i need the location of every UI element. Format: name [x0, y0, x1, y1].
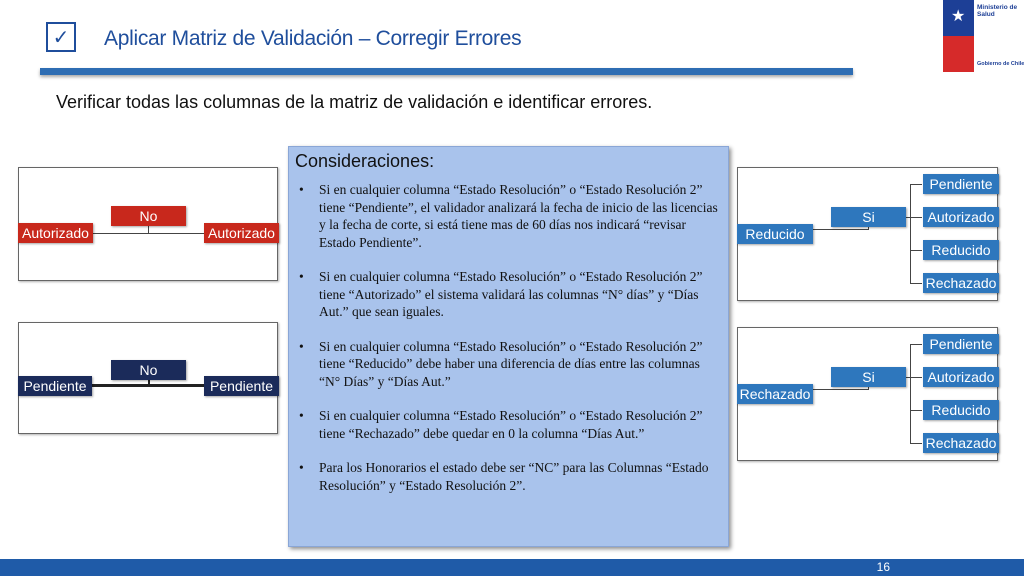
node-option-pendiente: Pendiente — [923, 174, 999, 194]
diagram-reducido — [737, 167, 998, 301]
diagram-rechazado — [737, 327, 998, 461]
node-autorizado-right: Autorizado — [204, 223, 279, 243]
logo-line-3: Gobierno de Chile — [977, 61, 1024, 67]
node-si: Si — [831, 207, 906, 227]
consideration-text: Si en cualquier columna “Estado Resolución” o “Estado Resolución 2” tiene “Autorizado” el sistema validará las columnas “N° días” y “Días Aut.” que sean iguales. — [319, 269, 703, 319]
consideration-text: Si en cualquier columna “Estado Resolución” o “Estado Resolución 2” tiene “Reducido” debe haber una diferencia de días entre las columnas “N° Días” y “Días Aut.” — [319, 338, 703, 389]
slide-subtitle: Verificar todas las columnas de la matriz de validación e identificar errores. — [56, 92, 653, 112]
node-pendiente-left: Pendiente — [18, 376, 92, 396]
list-item — [293, 459, 721, 494]
slide-title: Aplicar Matriz de Validación – Corregir Errores — [104, 27, 522, 50]
bullet-icon: • — [299, 182, 304, 197]
logo-line-2: Salud — [977, 11, 995, 18]
title-underline — [40, 68, 853, 75]
ministerio-logo — [943, 0, 1024, 72]
bullet-icon: • — [299, 269, 304, 284]
node-pendiente-right: Pendiente — [204, 376, 279, 396]
list-item — [293, 181, 721, 251]
footer-bar — [0, 559, 1024, 576]
node-option-reducido: Reducido — [923, 240, 999, 260]
node-no: No — [111, 206, 186, 226]
consideration-text: Si en cualquier columna “Estado Resolución” o “Estado Resolución 2” tiene “Pendiente”, el validador analizará la fecha de inicio de las licencias y la fecha de corte, si está tiene mas de 60 días nos indicará “revisar Estado Pendiente”. — [319, 182, 718, 250]
node-option-rechazado: Rechazado — [923, 433, 999, 453]
node-option-pendiente: Pendiente — [923, 334, 999, 354]
bullet-icon: • — [299, 338, 304, 354]
diagram-autorizado — [18, 167, 278, 281]
node-reducido-root: Reducido — [737, 224, 813, 244]
check-icon: ✓ — [46, 22, 76, 52]
node-no: No — [111, 360, 186, 380]
list-item — [293, 407, 721, 442]
bullet-icon: • — [299, 460, 304, 475]
node-si: Si — [831, 367, 906, 387]
list-item — [293, 268, 721, 321]
node-rechazado-root: Rechazado — [737, 384, 813, 404]
logo-line-1: Ministerio de — [977, 4, 1018, 11]
node-autorizado-left: Autorizado — [18, 223, 93, 243]
considerations-title: Consideraciones: — [295, 151, 435, 171]
consideration-text: Si en cualquier columna “Estado Resolución” o “Estado Resolución 2” tiene “Rechazado” debe quedar en 0 la columna “Días Aut.” — [319, 408, 703, 441]
node-option-rechazado: Rechazado — [923, 273, 999, 293]
node-option-autorizado: Autorizado — [923, 367, 999, 387]
page-number: 16 — [876, 560, 890, 574]
node-option-autorizado: Autorizado — [923, 207, 999, 227]
considerations-list — [293, 181, 721, 511]
star-icon: ★ — [951, 8, 966, 25]
bullet-icon: • — [299, 408, 304, 423]
consideration-text: Para los Honorarios el estado debe ser “NC” para las Columnas “Estado Resolución” y “Estado Resolución 2”. — [319, 460, 709, 493]
considerations-panel — [288, 146, 729, 547]
diagram-pendiente — [18, 322, 278, 434]
list-item — [293, 338, 721, 391]
node-option-reducido: Reducido — [923, 400, 999, 420]
